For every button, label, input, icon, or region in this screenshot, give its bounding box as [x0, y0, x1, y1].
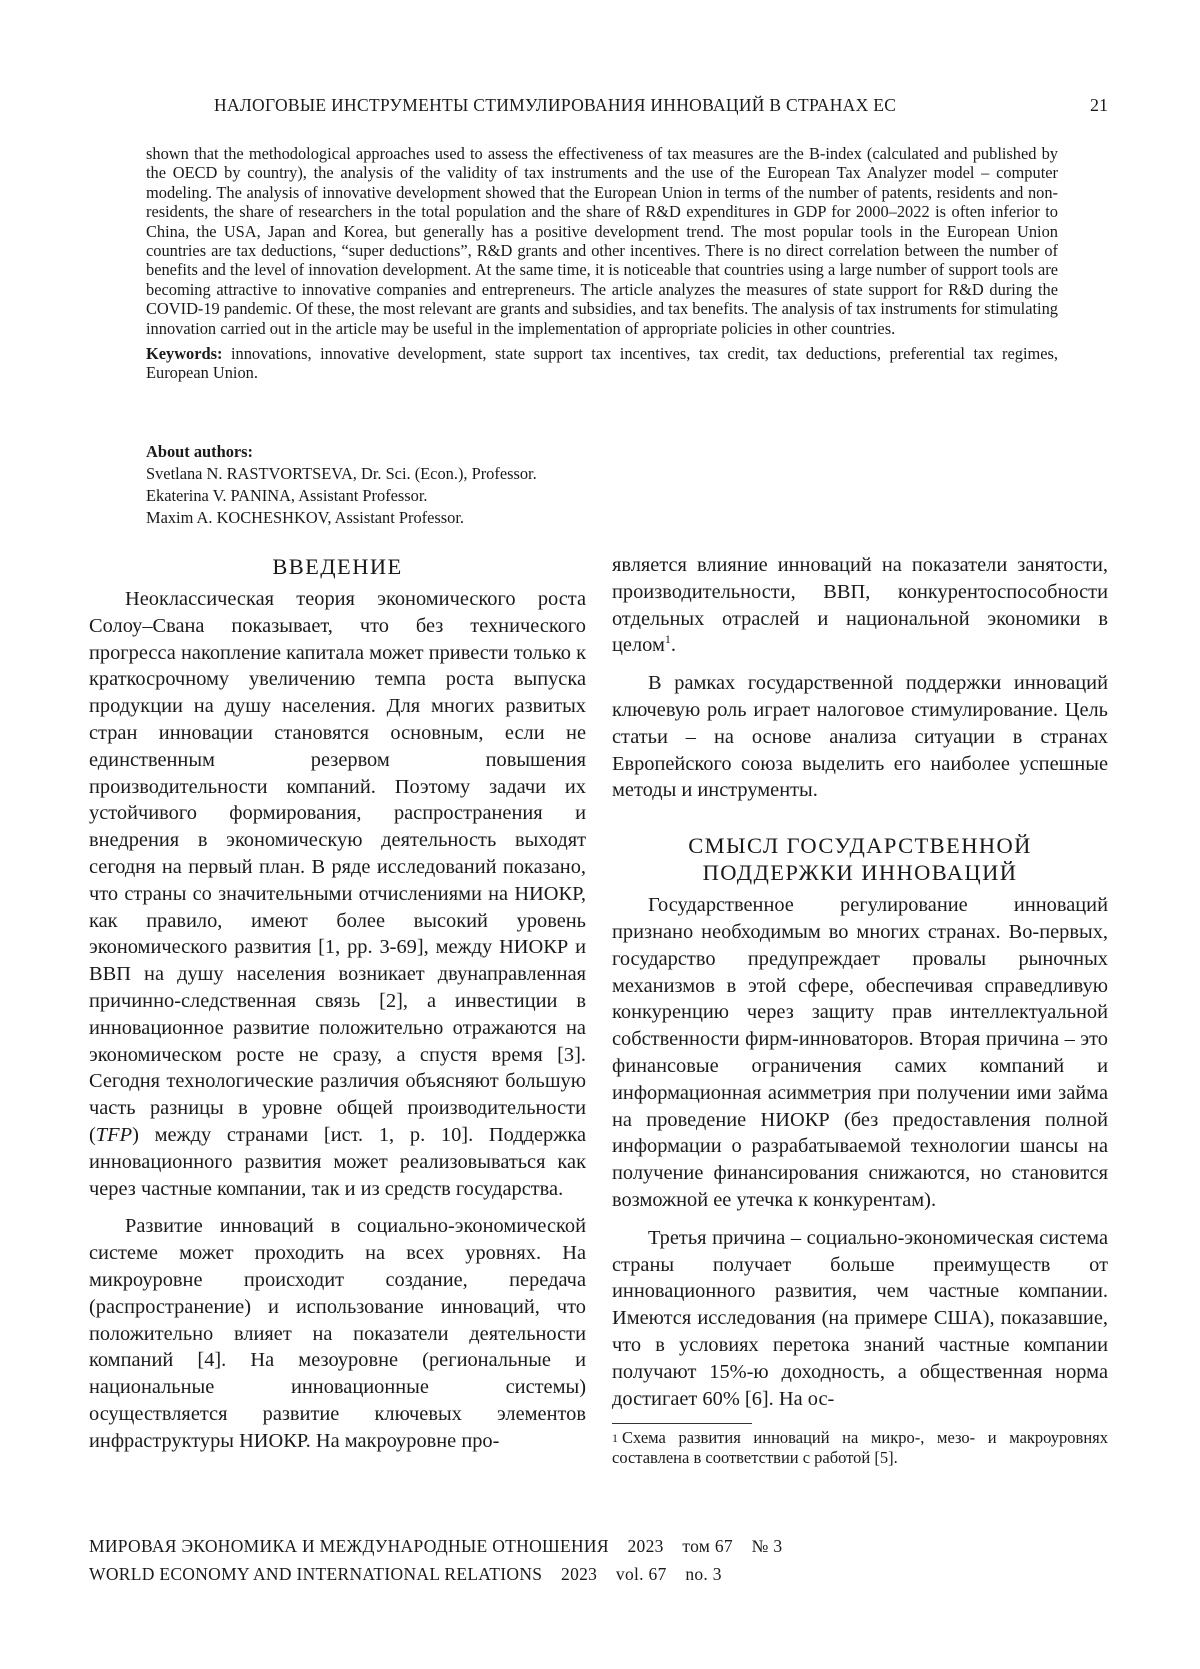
journal-issue: № 3: [751, 1536, 783, 1556]
paragraph-text: Неоклассическая теория экономического роста Солоу–Свана показывает, что без технического прогресса накопление капитала может привести только к краткосрочному увеличению темпа роста выпуска продукции на душу населения. Для многих развитых стран инновации становятся основным, если не единственным резервом повышения производительности компаний. Поэтому задачи их устойчивого формирования, распространения и внедрения в экономическую деятельность выходят сегодня на первый план. В ряде исследований показано, что страны со значительными отчислениями на НИОКР, как правило, имеют более высокий уровень экономического развития [1, pp. 3-69], между НИОКР и ВВП на душу населения возникает двунаправленная причинно-следственная связь [2], а инвестиции в инновационное развитие положительно отражаются на экономическом росте не сразу, а спустя время [3]. Сегодня технологические различия объясняют большую часть разницы в уровне общей производительности (: [89, 588, 586, 1146]
heading-line: ПОДДЕРЖКИ ИННОВАЦИЙ: [702, 860, 1018, 886]
paragraph: [612, 552, 1108, 659]
author-line: Svetlana N. RASTVORTSEVA, Dr. Sci. (Econ.), Professor.: [146, 464, 537, 483]
journal-issue: no. 3: [685, 1564, 722, 1584]
author-line: Maxim A. KOCHESHKOV, Assistant Professor.: [146, 508, 464, 527]
footnote-divider: [612, 1423, 752, 1424]
footnote-text: Схема развития инноваций на микро-, мезо- и макроуровнях составлена в соответствии с работой [5].: [612, 1428, 1108, 1468]
paragraph: Развитие инноваций в социально-экономической системе может проходить на всех уровнях. На микроуровне происходит создание, передача (распространение) и использование инноваций, что положительно влияет на показатели деятельности компаний [4]. На мезоуровне (региональные и национальные инновационные системы) осуществляется развитие ключевых элементов инфраструктуры НИОКР. На макроуровне про-: [89, 1215, 586, 1452]
journal-volume: vol. 67: [615, 1564, 667, 1584]
paragraph-text: ) между странами [ист. 1, p. 10]. Поддержка инновационного развития может реализовываться как через частные компании, так и из средств государства.: [89, 1123, 586, 1200]
paragraph: В рамках государственной поддержки инноваций ключевую роль играет налоговое стимулирование. Цель статьи – на основе анализа ситуации в странах Европейского союза выделить его наиболее успешные методы и инструменты.: [612, 672, 1108, 802]
journal-volume: том 67: [682, 1536, 733, 1556]
footnote-mark: 1: [612, 1431, 618, 1446]
heading-line: СМЫСЛ ГОСУДАРСТВЕННОЙ: [688, 833, 1032, 859]
keywords-label: Keywords:: [146, 344, 223, 364]
page-number: 21: [1090, 95, 1108, 115]
running-head: НАЛОГОВЫЕ ИНСТРУМЕНТЫ СТИМУЛИРОВАНИЯ ИННОВАЦИЙ В СТРАНАХ ЕС: [214, 95, 897, 115]
paragraph: Третья причина – социально-экономическая система страны получает больше преимуществ от инновационного развития, чем частные компании. Имеются исследования (на примере США), показавшие, что в условиях перетока знаний частные компании получают 15%-ю доходность, а общественная норма достигает 60% [6]. На ос-: [612, 1226, 1108, 1410]
about-authors: [146, 441, 1058, 529]
paragraph: Государственное регулирование инноваций признано необходимым во многих странах. Во-первых, государство предупреждает провалы рыночных механизмов в этой сфере, обеспечивая справедливую конкуренцию через защиту прав интеллектуальной собственности фирм-инноваторов. Вторая причина – это финансовые ограничения самих компаний и информационная асимметрия при получении ими займа на проведение НИОКР (без предоставления полной информации о разрабатываемой технологии шансы на получение финансирования снижаются, но становится возможной ее утечка к конкурентам).: [612, 894, 1108, 1211]
journal-year: 2023: [627, 1536, 664, 1556]
journal-year: 2023: [561, 1564, 598, 1584]
paragraph: [89, 586, 586, 1202]
section-heading-state-support: [612, 832, 1108, 886]
journal-name-ru: МИРОВАЯ ЭКОНОМИКА И МЕЖДУНАРОДНЫЕ ОТНОШЕНИЯ: [89, 1536, 609, 1556]
author-line: Ekaterina V. PANINA, Assistant Professor.: [146, 486, 428, 505]
journal-footer-en: [89, 1564, 736, 1585]
left-column: [89, 553, 586, 1466]
paragraph-text: является влияние инноваций на показатели занятости, производительности, ВВП, конкурентоспособности отдельных отраслей и национальной экономики в целом: [612, 554, 1108, 657]
about-authors-title: About authors:: [146, 442, 254, 461]
keywords: [146, 344, 1058, 383]
section-heading-introduction: ВВЕДЕНИЕ: [272, 554, 403, 579]
paragraph-text: .: [670, 634, 676, 657]
journal-footer-ru: [89, 1536, 796, 1557]
abstract: [146, 144, 1058, 383]
footnote: [612, 1428, 1108, 1468]
journal-name-en: WORLD ECONOMY AND INTERNATIONAL RELATIONS: [89, 1564, 543, 1584]
tfp-term: TFP: [95, 1123, 133, 1146]
keywords-list: innovations, innovative development, state support tax incentives, tax credit, tax deductions, preferential tax regimes, European Union.: [146, 344, 1058, 383]
abstract-text: shown that the methodological approaches used to assess the effectiveness of tax measures are the B-index (calculated and published by the OECD by country), the analysis of the validity of tax instruments and the use of the European Tax Analyzer model – computer modeling. The analysis of innovative development showed that the European Union in terms of the number of patents, residents and non-residents, the share of researchers in the total population and the share of R&D expenditures in GDP for 2000–2022 is often inferior to China, the USA, Japan and Korea, but generally has a positive development trend. The most popular tools in the European Union countries are tax deductions, “super deductions”, R&D grants and other incentives. There is no direct correlation between the number of benefits and the level of innovation development. At the same time, it is noticeable that countries using a large number of support tools are becoming attractive to innovative companies and entrepreneurs. The article analyzes the measures of state support for R&D during the COVID-19 pandemic. Of these, the most relevant are grants and subsidies, and tax benefits. The analysis of tax instruments for stimulating innovation carried out in the article may be useful in the implementation of appropriate policies in other countries.: [146, 144, 1058, 338]
footnote-ref: 1: [664, 632, 671, 647]
right-column: [612, 552, 1108, 1468]
